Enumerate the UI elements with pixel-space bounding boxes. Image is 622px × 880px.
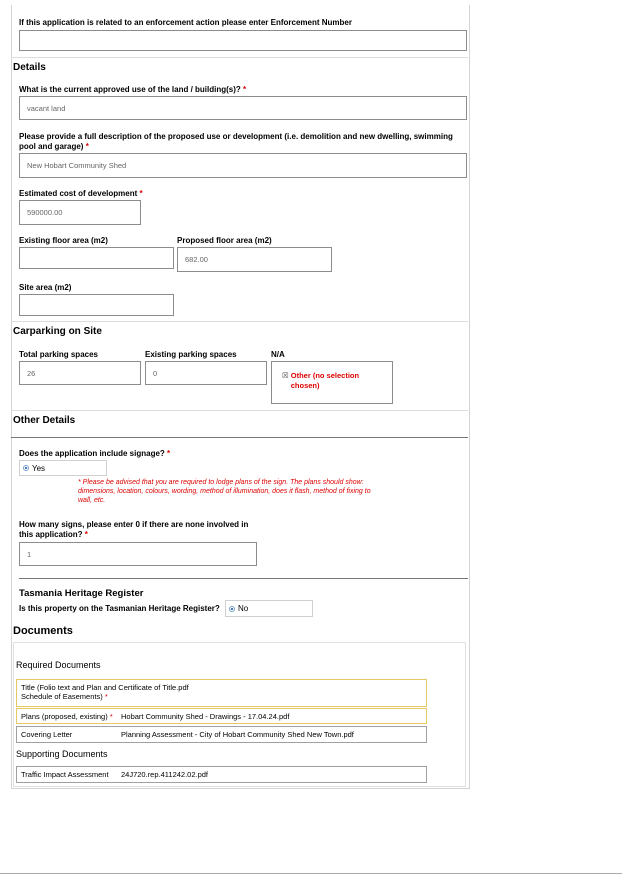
required-documents-heading: Required Documents bbox=[16, 660, 101, 670]
document-row-plans[interactable]: Plans (proposed, existing) * Hobart Community Shed - Drawings - 17.04.24.pdf bbox=[16, 708, 427, 724]
signs-count-label: How many signs, please enter 0 if there are none involved in this application? * bbox=[19, 520, 249, 539]
cost-label: Estimated cost of development * bbox=[19, 189, 143, 198]
signs-count-input[interactable]: 1 bbox=[19, 542, 257, 566]
document-row-title[interactable]: Title (Folio text and Plan and Certificate of Title.pdf Schedule of Easements) * bbox=[16, 679, 427, 707]
signage-note: * Please be advised that you are required to lodge plans of the sign. The plans should show: dimensions, location, colours, wording, method of illumination, does it flash, method of fixing to wall, etc. bbox=[78, 479, 371, 504]
total-parking-label: Total parking spaces bbox=[19, 350, 98, 359]
traffic-impact-file-link[interactable]: 24J720.rep.411242.02.pdf bbox=[121, 770, 209, 779]
divider bbox=[11, 321, 468, 322]
carparking-heading: Carparking on Site bbox=[13, 326, 102, 337]
total-parking-input[interactable]: 26 bbox=[19, 361, 141, 385]
heritage-radio-no[interactable]: No bbox=[225, 600, 313, 617]
existing-floor-input[interactable] bbox=[19, 247, 174, 269]
other-details-heading: Other Details bbox=[13, 415, 76, 426]
enforcement-label: If this application is related to an enforcement action please enter Enforcement Number bbox=[19, 18, 352, 27]
description-input[interactable]: New Hobart Community Shed bbox=[19, 153, 467, 178]
site-area-label: Site area (m2) bbox=[19, 283, 72, 292]
details-heading: Details bbox=[13, 62, 46, 73]
supporting-documents-heading: Supporting Documents bbox=[16, 749, 108, 759]
existing-parking-input[interactable]: 0 bbox=[145, 361, 267, 385]
description-label: Please provide a full description of the proposed use or development (i.e. demolition and new dwelling, swimming pool and garage) * bbox=[19, 132, 453, 151]
plans-file-link[interactable]: Hobart Community Shed - Drawings - 17.04.24.pdf bbox=[121, 712, 290, 721]
radio-selected-icon bbox=[23, 465, 29, 471]
proposed-floor-input[interactable]: 682.00 bbox=[177, 247, 332, 272]
existing-floor-label: Existing floor area (m2) bbox=[19, 236, 108, 245]
documents-heading: Documents bbox=[13, 625, 73, 637]
existing-parking-label: Existing parking spaces bbox=[145, 350, 237, 359]
current-use-input[interactable]: vacant land bbox=[19, 96, 467, 120]
proposed-floor-label: Proposed floor area (m2) bbox=[177, 236, 272, 245]
divider bbox=[19, 578, 468, 579]
document-row-traffic-impact[interactable]: Traffic Impact Assessment 24J720.rep.411242.02.pdf bbox=[16, 766, 427, 783]
cost-input[interactable]: 590000.00 bbox=[19, 200, 141, 225]
covering-letter-file-link[interactable]: Planning Assessment - City of Hobart Community Shed New Town.pdf bbox=[121, 730, 354, 739]
document-row-covering-letter[interactable]: Covering Letter Planning Assessment - City of Hobart Community Shed New Town.pdf bbox=[16, 726, 427, 743]
page-bottom-border bbox=[0, 873, 622, 874]
checkbox-x-icon: ☒ bbox=[282, 371, 289, 380]
site-area-input[interactable] bbox=[19, 294, 174, 316]
heritage-question: Is this property on the Tasmanian Heritage Register? bbox=[19, 604, 220, 613]
na-select[interactable]: ☒ Other (no selection chosen) bbox=[271, 361, 393, 404]
divider bbox=[11, 57, 468, 58]
signage-label: Does the application include signage? * bbox=[19, 449, 171, 458]
divider bbox=[11, 437, 468, 438]
enforcement-number-input[interactable] bbox=[19, 30, 467, 51]
current-use-label: What is the current approved use of the land / building(s)? * bbox=[19, 85, 247, 94]
signage-radio-yes[interactable]: Yes bbox=[19, 460, 107, 476]
heritage-heading: Tasmania Heritage Register bbox=[19, 588, 144, 599]
na-label: N/A bbox=[271, 350, 285, 359]
divider bbox=[11, 410, 468, 411]
radio-selected-icon bbox=[229, 606, 235, 612]
